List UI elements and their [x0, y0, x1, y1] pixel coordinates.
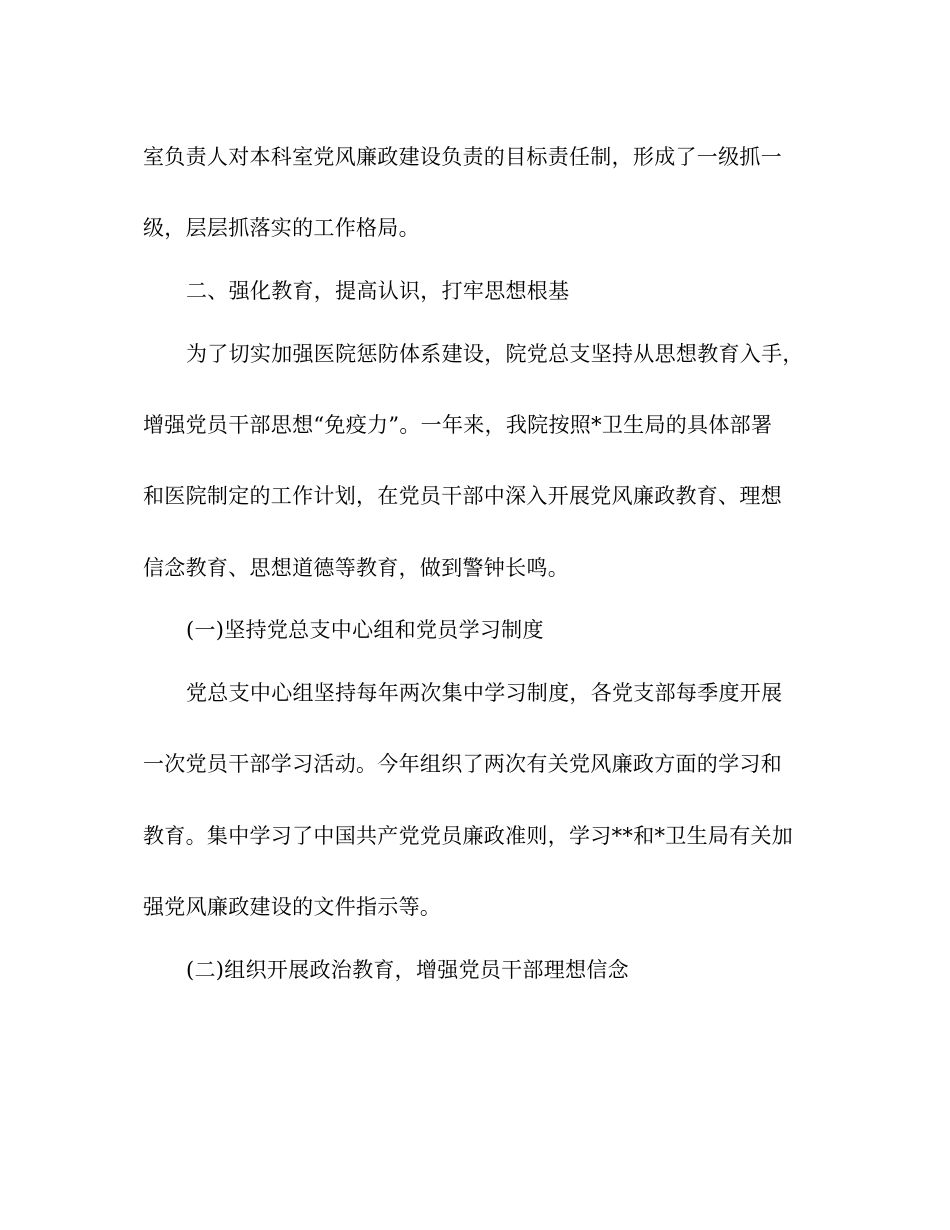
body-text-line: 增强党员干部思想“免疫力”。一年来，我院按照*卫生局的具体部署: [143, 413, 773, 437]
body-text-line: 信念教育、思想道德等教育，做到警钟长鸣。: [143, 556, 569, 580]
body-text-line: 和医院制定的工作计划，在党员干部中深入开展党风廉政教育、理想: [143, 484, 782, 508]
section-heading: 二、强化教育，提高认识，打牢思想根基: [186, 279, 570, 303]
body-text-line: 教育。集中学习了中国共产党党员廉政准则，学习**和*卫生局有关加: [143, 824, 794, 848]
body-text-line: 级，层层抓落实的工作格局。: [143, 216, 420, 240]
paragraph-first-line: 为了切实加强医院惩防体系建设，院党总支坚持从思想教育入手，: [186, 342, 804, 366]
body-text-line: 一次党员干部学习活动。今年组织了两次有关党风廉政方面的学习和: [143, 752, 782, 776]
subsection-heading: (二)组织开展政治教育，增强党员干部理想信念: [186, 958, 629, 982]
paragraph-first-line: 党总支中心组坚持每年两次集中学习制度，各党支部每季度开展: [186, 681, 783, 705]
body-text-line: 强党风廉政建设的文件指示等。: [143, 895, 442, 919]
body-text-line: 室负责人对本科室党风廉政建设负责的目标责任制，形成了一级抓一: [143, 145, 782, 169]
subsection-heading: (一)坚持党总支中心组和党员学习制度: [186, 618, 544, 642]
